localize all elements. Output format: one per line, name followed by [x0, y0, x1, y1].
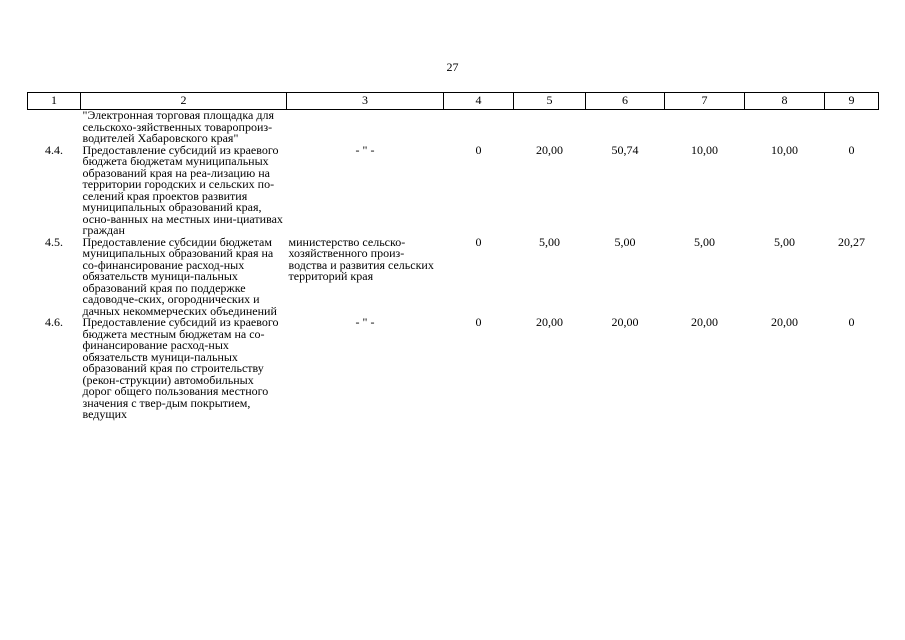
row-value-col9: 0 — [848, 142, 855, 157]
column-header-1: 1 — [28, 93, 81, 110]
table-row — [28, 145, 879, 237]
row-value-col7: 5,00 — [694, 234, 715, 249]
row-executor: - " - — [355, 315, 375, 329]
column-header-8: 8 — [745, 93, 825, 110]
row-number: 4.4. — [45, 142, 63, 157]
row-value-col5: 20,00 — [536, 142, 563, 157]
row-value-col5: 20,00 — [536, 315, 563, 329]
row-value-col8: 20,00 — [771, 315, 798, 329]
program-table — [27, 92, 879, 421]
row-value-col9: 20,27 — [838, 234, 865, 249]
row-number: 4.5. — [45, 234, 63, 249]
row-value-col5: 5,00 — [539, 234, 560, 249]
row-executor: министерство сельско-хозяйственного произ-водства и развития сельских территорий края — [288, 234, 434, 283]
column-header-4: 4 — [444, 93, 514, 110]
row-value-col4: 0 — [475, 142, 482, 157]
row-description: Предоставление субсидий из краевого бюджета местным бюджетам на со-финансирование расход-ных обязательств муници-пальных образований края по строительству (рекон-струкции) автомобильных дорог общего пользования местного значения с твер-дым покрытием, ведущих — [82, 315, 279, 421]
row-value-col4: 0 — [475, 315, 482, 329]
row-number: 4.6. — [45, 315, 63, 329]
continuation-number — [28, 110, 81, 145]
table-row — [28, 237, 879, 318]
row-value-col4: 0 — [475, 234, 482, 249]
column-header-2: 2 — [81, 93, 287, 110]
row-description: Предоставление субсидий из краевого бюджета бюджетам муниципальных образований края на реа-лизацию на территории городских и сельских по-селений края проектов развития муниципальных образований края, осно-ванных на местных ини-циативах граждан — [82, 142, 283, 237]
column-header-9: 9 — [825, 93, 879, 110]
row-value-col6: 50,74 — [611, 142, 639, 157]
continuation-description: "Электронная торговая площадка для сельскохо-зяйственных товаропроиз-водителей Хабаровского края" — [82, 108, 274, 145]
column-header-6: 6 — [586, 93, 665, 110]
page-number: 27 — [446, 60, 459, 74]
row-description: Предоставление субсидии бюджетам муниципальных образований края на со-финансирование расход-ных обязательств муници-пальных образований края по поддержке садоводче-ских, огороднических и дачных некоммерческих объединений — [82, 234, 277, 318]
row-value-col7: 20,00 — [691, 315, 718, 329]
row-value-col7: 10,00 — [691, 142, 718, 157]
row-value-col6: 5,00 — [614, 234, 636, 249]
column-header-5: 5 — [514, 93, 586, 110]
header-row — [28, 93, 879, 110]
continuation-row — [28, 110, 879, 145]
table-row — [28, 317, 879, 421]
row-value-col9: 0 — [848, 315, 855, 329]
column-header-3: 3 — [287, 93, 444, 110]
column-header-7: 7 — [665, 93, 745, 110]
table-header — [28, 93, 879, 110]
row-value-col8: 5,00 — [774, 234, 795, 249]
row-value-col6: 20,00 — [611, 315, 639, 329]
row-value-col8: 10,00 — [771, 142, 798, 157]
row-executor: - " - — [355, 142, 375, 157]
